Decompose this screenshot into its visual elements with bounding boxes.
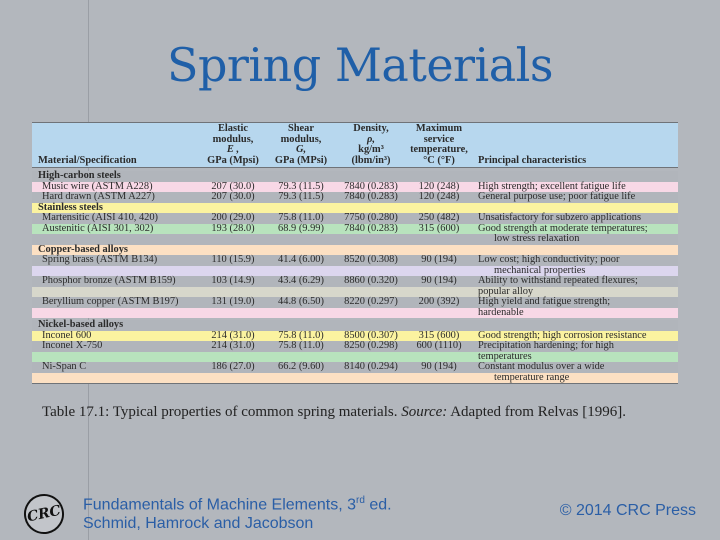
- caption-label: Table 17.1:: [42, 404, 110, 420]
- table-row-continuation: low stress relaxation: [32, 234, 678, 245]
- header-characteristics: Principal characteristics: [478, 154, 587, 166]
- table-row: Inconel X-750 214 (31.0) 75.8 (11.0) 8250 (0.298) 600 (1110) Precipitation hardening; for high: [32, 341, 678, 352]
- header-elastic-modulus: Elastic modulus, E , GPa (Mpsi): [207, 123, 259, 166]
- header-shear-modulus: Shear modulus, G, GPa (MPsi): [274, 123, 328, 166]
- copyright-notice: © 2014 CRC Press: [559, 502, 696, 519]
- table-row: Phosphor bronze (ASTM B159) 103 (14.9) 43.4 (6.29) 8860 (0.320) 90 (194) Ability to withstand repeated flexures;: [32, 276, 678, 287]
- table-row-continuation: mechanical properties: [32, 266, 678, 277]
- header-density: Density, ρ, kg/m³ (lbm/in³): [351, 123, 391, 166]
- table-row: Austenitic (AISI 301, 302) 193 (28.0) 68.9 (9.99) 7840 (0.283) 315 (600) Good strength at moderate temperatures;: [32, 224, 678, 235]
- table-row-continuation: temperature range: [32, 373, 678, 384]
- table-row: Martensitic (AISI 410, 420) 200 (29.0) 75.8 (11.0) 7750 (0.280) 250 (482) Unsatisfactory for subzero applications: [32, 213, 678, 224]
- category-row: Stainless steels: [32, 203, 678, 214]
- header-material: Material/Specification: [38, 154, 137, 166]
- table-row-continuation: popular alloy: [32, 287, 678, 298]
- category-row: Copper-based alloys: [32, 245, 678, 256]
- category-row: Nickel-based alloys: [32, 320, 678, 331]
- table-caption: Table 17.1: Typical properties of common spring materials. Source: Adapted from Relvas [1996].: [42, 404, 627, 420]
- table-row: Spring brass (ASTM B134) 110 (15.9) 41.4 (6.00) 8520 (0.308) 90 (194) Low cost; high conductivity; poor: [32, 255, 678, 266]
- table-row: Hard drawn (ASTM A227) 207 (30.0) 79.3 (11.5) 7840 (0.283) 120 (248) General purpose use; poor fatigue life: [32, 192, 678, 203]
- table-row: Ni-Span C 186 (27.0) 66.2 (9.60) 8140 (0.294) 90 (194) Constant modulus over a wide: [32, 362, 678, 373]
- spring-materials-table: [32, 122, 678, 384]
- table-header: [32, 123, 678, 168]
- table-row-continuation: hardenable: [32, 308, 678, 319]
- table-row: Beryllium copper (ASTM B197) 131 (19.0) 44.8 (6.50) 8220 (0.297) 200 (392) High yield and fatigue strength;: [32, 297, 678, 308]
- book-reference: Fundamentals of Machine Elements, 3rd ed. Schmid, Hamrock and Jacobson: [83, 495, 392, 533]
- crc-logo-icon: CRC: [20, 490, 67, 537]
- table-row-continuation: temperatures: [32, 352, 678, 363]
- category-row: High-carbon steels: [32, 171, 678, 182]
- table-row: Music wire (ASTM A228) 207 (30.0) 79.3 (11.5) 7840 (0.283) 120 (248) High strength; excellent fatigue life: [32, 182, 678, 193]
- header-max-temperature: Maximum service temperature, °C (°F): [410, 123, 468, 166]
- slide-title: Spring Materials: [166, 38, 554, 92]
- table-row: Inconel 600 214 (31.0) 75.8 (11.0) 8500 (0.307) 315 (600) Good strength; high corrosion resistance: [32, 331, 678, 342]
